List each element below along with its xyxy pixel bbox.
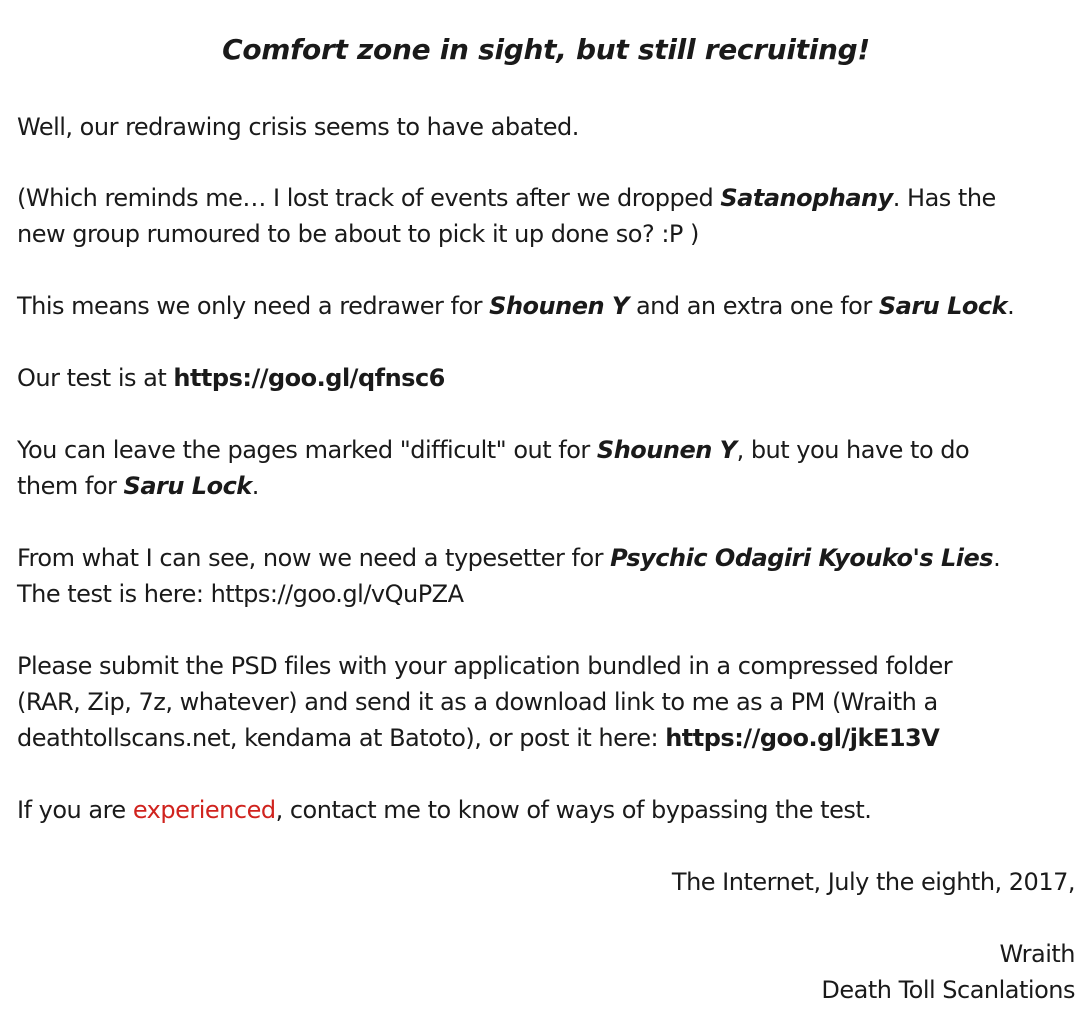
date-line bbox=[672, 864, 1075, 900]
paragraph-difficult-pages bbox=[17, 432, 1077, 504]
text-segment: Our test is at bbox=[17, 364, 174, 392]
signature-name: Wraith bbox=[999, 940, 1075, 968]
text-segment: , but you have to do bbox=[736, 436, 970, 464]
series-title-shounen-y: Shounen Y bbox=[489, 292, 629, 320]
paragraph-submission-line-2: (RAR, Zip, 7z, whatever) and send it as a download link to me as a PM (Wraith a bbox=[17, 688, 938, 716]
paragraph-submission-line-1: Please submit the PSD files with your application bundled in a compressed folder bbox=[17, 652, 953, 680]
text-segment: . Has the bbox=[892, 184, 996, 212]
text-segment: deathtollscans.net, kendama at Batoto), or post it here: bbox=[17, 724, 666, 752]
text-segment: (Which reminds me… I lost track of events after we dropped bbox=[17, 184, 721, 212]
text-segment: From what I can see, now we need a typesetter for bbox=[17, 544, 611, 572]
text-segment: If you are bbox=[17, 796, 133, 824]
text-segment: . bbox=[1007, 292, 1015, 320]
paragraph-test-link-line bbox=[17, 360, 1077, 396]
text-segment: and an extra one for bbox=[628, 292, 879, 320]
text-segment: This means we only need a redrawer for bbox=[17, 292, 490, 320]
paragraph-submission bbox=[17, 648, 1077, 756]
paragraph-satanophany-line-2: new group rumoured to be about to pick it up done so? :P ) bbox=[17, 220, 699, 248]
paragraph-typesetter-line-1 bbox=[17, 540, 1077, 576]
series-title-psychic-odagiri: Psychic Odagiri Kyouko's Lies bbox=[610, 544, 994, 572]
series-title-saru-lock: Saru Lock bbox=[123, 472, 252, 500]
paragraph-submission-line-3 bbox=[17, 720, 1077, 756]
paragraph-satanophany-line-1 bbox=[17, 180, 1077, 216]
text-segment: You can leave the pages marked "difficult" out for bbox=[17, 436, 597, 464]
typeset-test-link[interactable]: The test is here: https://goo.gl/vQuPZA bbox=[17, 580, 464, 608]
document-title: Comfort zone in sight, but still recruiting! bbox=[222, 33, 870, 66]
paragraph-difficult-pages-line-1 bbox=[17, 432, 1077, 468]
paragraph-typesetter bbox=[17, 540, 1077, 612]
paragraph-experienced bbox=[17, 792, 1077, 828]
series-title-shounen-y: Shounen Y bbox=[596, 436, 737, 464]
redraw-test-link[interactable]: https://goo.gl/qfnsc6 bbox=[173, 364, 445, 392]
text-segment: , contact me to know of ways of bypassing the test. bbox=[275, 796, 872, 824]
paragraph-test-link bbox=[17, 360, 1077, 396]
paragraph-experienced-line bbox=[17, 792, 1077, 828]
paragraph-satanophany bbox=[17, 180, 1077, 252]
text-segment: . bbox=[993, 544, 1001, 572]
experienced-highlight: experienced bbox=[132, 796, 276, 824]
signature-block bbox=[821, 936, 1075, 1008]
text-segment: . bbox=[251, 472, 259, 500]
paragraph-difficult-pages-line-2 bbox=[17, 468, 1077, 504]
date-line-text: The Internet, July the eighth, 2017, bbox=[671, 868, 1075, 896]
paragraph-crisis bbox=[17, 109, 1077, 145]
text-segment: them for bbox=[17, 472, 124, 500]
paragraph-crisis-text: Well, our redrawing crisis seems to have abated. bbox=[17, 113, 579, 141]
submission-link[interactable]: https://goo.gl/jkE13V bbox=[665, 724, 940, 752]
paragraph-redrawer bbox=[17, 288, 1077, 324]
series-title-saru-lock: Saru Lock bbox=[878, 292, 1008, 320]
paragraph-redrawer-line bbox=[17, 288, 1077, 324]
series-title-satanophany: Satanophany bbox=[720, 184, 893, 212]
signature-group: Death Toll Scanlations bbox=[821, 976, 1075, 1004]
